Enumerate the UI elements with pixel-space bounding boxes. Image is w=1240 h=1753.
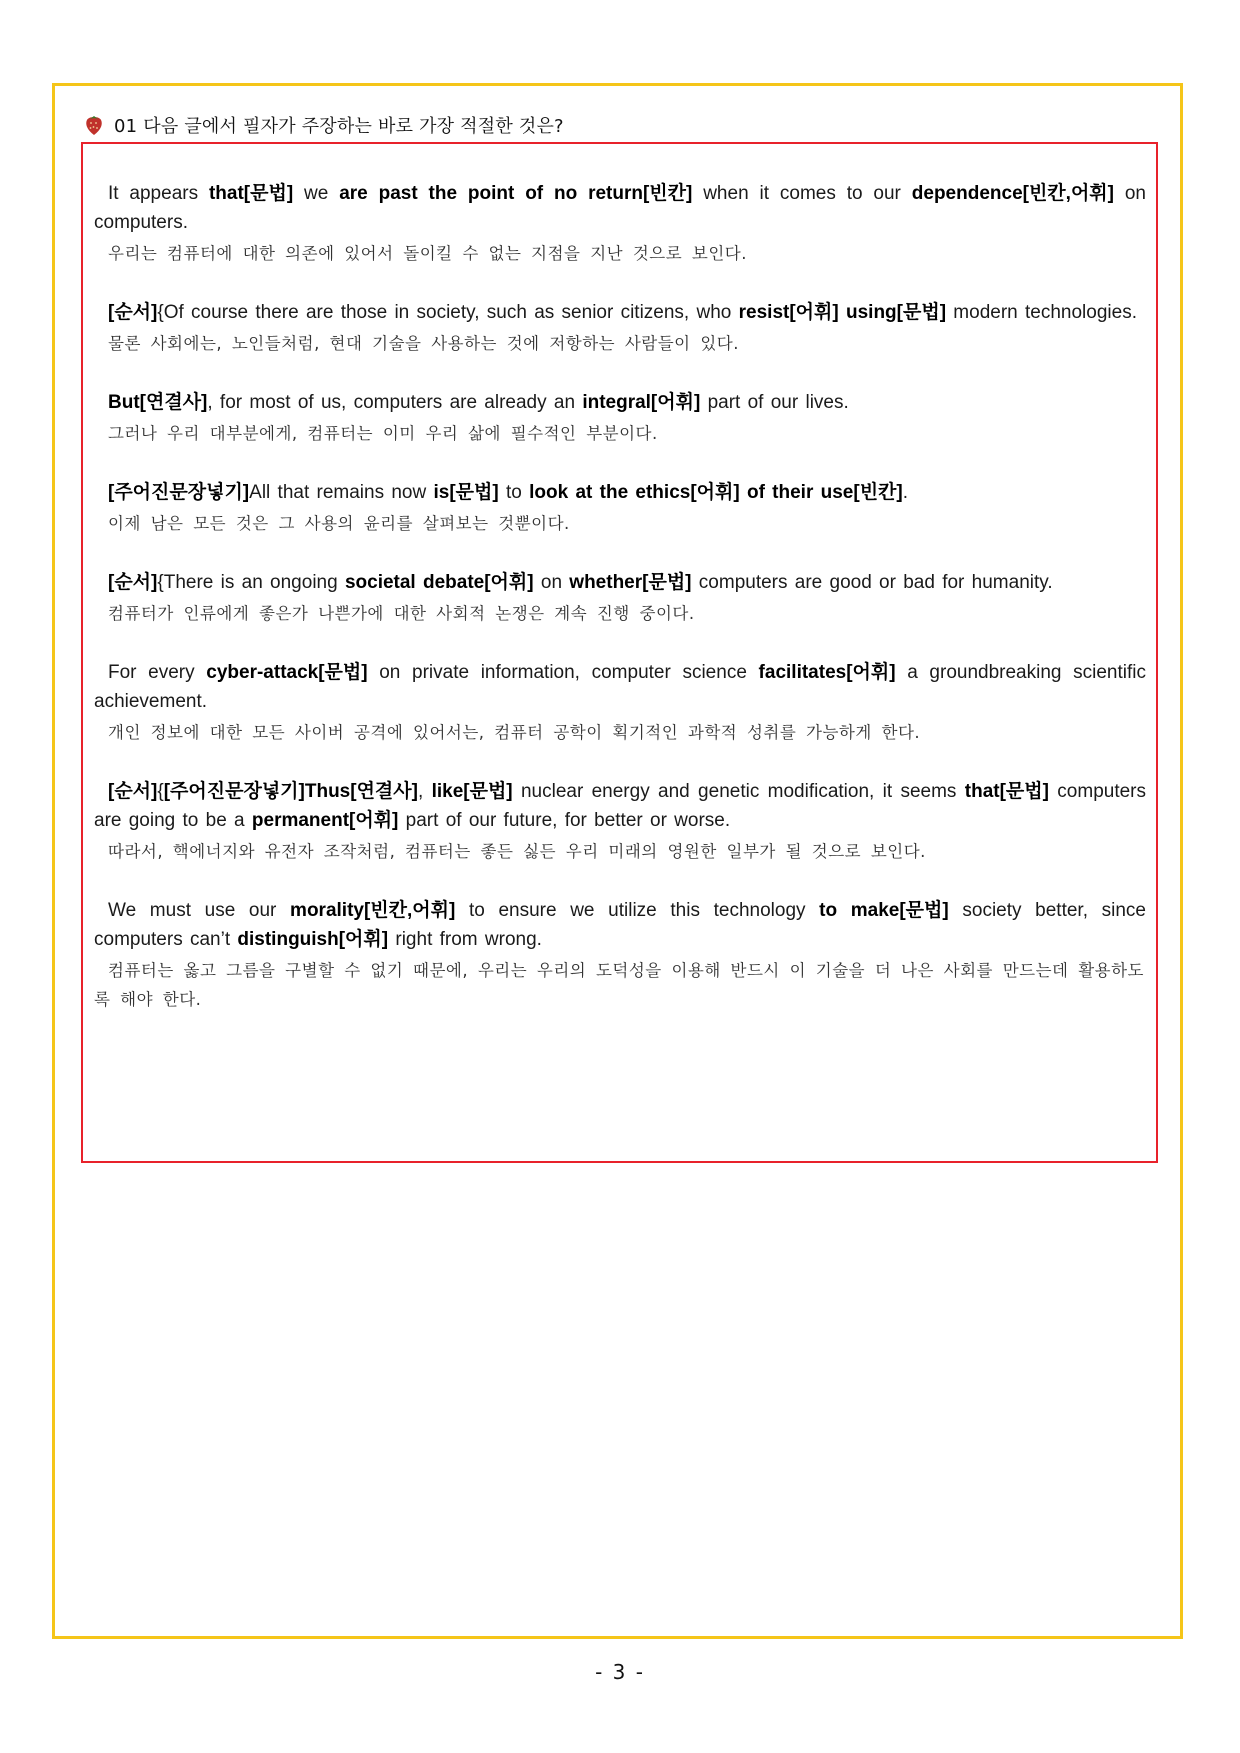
sentence-text: when it comes to our (692, 183, 912, 204)
annotated-phrase: are past the point of no return[빈칸] (339, 183, 693, 204)
korean-translation: 개인 정보에 대한 모든 사이버 공격에 있어서는, 컴퓨터 공학이 획기적인 과학적 성취를 가능하게 한다. (108, 723, 921, 742)
sentence-block (94, 388, 1146, 448)
question-prompt: 다음 글에서 필자가 주장하는 바로 가장 적절한 것은? (143, 116, 564, 137)
annotated-phrase: societal debate[어휘] (344, 572, 534, 593)
annotated-phrase: [주어진문장넣기]Thus[연결사] (163, 781, 418, 802)
sentence-text: we (293, 183, 340, 204)
annotated-phrase: integral[어휘] (582, 392, 701, 413)
english-sentence (94, 388, 1146, 417)
sentence-text: modern technologies. (946, 302, 1137, 323)
sentence-block (94, 568, 1146, 628)
sentence-text: { (157, 781, 164, 802)
annotated-phrase: resist[어휘] (738, 302, 839, 323)
annotated-phrase: using[문법] (846, 302, 947, 323)
sentence-text: a groundbreaking scientific achievement. (94, 662, 1146, 712)
passage-box (81, 142, 1158, 1163)
annotated-phrase: to make[문법] (819, 900, 949, 921)
annotated-phrase: cyber-attack[문법] (206, 662, 368, 683)
sentence-text: For every (108, 662, 207, 683)
sentence-text: , for most of us, computers are already an (207, 392, 583, 413)
sentence-text: right from wrong. (388, 929, 542, 950)
sentence-text: {There is an ongoing (157, 572, 345, 593)
sentence-block (94, 179, 1146, 268)
annotated-phrase: But[연결사] (108, 392, 208, 413)
sentence-text (839, 302, 846, 323)
annotated-phrase: [순서] (108, 781, 158, 802)
annotated-phrase: [순서] (108, 572, 158, 593)
page-number: - 3 - (595, 1660, 645, 1684)
sentence-block (94, 658, 1146, 747)
annotated-phrase: [주어진문장넣기] (108, 482, 250, 503)
sentence-text: We must use our (108, 900, 291, 921)
korean-translation: 물론 사회에는, 노인들처럼, 현대 기술을 사용하는 것에 저항하는 사람들이 있다. (108, 334, 739, 353)
annotated-phrase: [순서] (108, 302, 158, 323)
sentence-text: on (533, 572, 570, 593)
sentence-text: part of our future, for better or worse. (398, 810, 731, 831)
annotated-phrase: is[문법] (433, 482, 499, 503)
sentence-text: on private information, computer science (367, 662, 759, 683)
sentence-text: computers are going to be a (94, 781, 1146, 831)
sentence-text: It appears (108, 183, 209, 204)
sentence-text: . (902, 482, 909, 503)
sentence-text: All that remains now (249, 482, 434, 503)
sentence-block (94, 298, 1146, 358)
korean-translation: 따라서, 핵에너지와 유전자 조작처럼, 컴퓨터는 좋든 싫든 우리 미래의 영원한 일부가 될 것으로 보인다. (108, 842, 926, 861)
english-sentence (94, 478, 1146, 507)
sentence-text: {Of course there are those in society, such as senior citizens, who (157, 302, 739, 323)
korean-translation: 그러나 우리 대부분에게, 컴퓨터는 이미 우리 삶에 필수적인 부분이다. (108, 424, 658, 443)
question-header (84, 112, 564, 138)
korean-translation: 컴퓨터는 옳고 그름을 구별할 수 없기 때문에, 우리는 우리의 도덕성을 이용해 반드시 이 기술을 더 나은 사회를 만드는데 활용하도록 해야 한다. (94, 961, 1144, 1009)
english-sentence (94, 298, 1146, 327)
annotated-phrase: permanent[어휘] (251, 810, 399, 831)
english-sentence (94, 658, 1146, 716)
question-text (114, 112, 564, 138)
annotated-phrase: morality[빈칸,어휘] (290, 900, 456, 921)
sentence-text: , (417, 781, 432, 802)
sentence-text: to (498, 482, 530, 503)
english-sentence (94, 179, 1146, 237)
strawberry-icon (84, 114, 104, 136)
korean-translation: 컴퓨터가 인류에게 좋은가 나쁜가에 대한 사회적 논쟁은 계속 진행 중이다. (108, 604, 695, 623)
annotated-phrase: whether[문법] (569, 572, 692, 593)
annotated-phrase: that[문법] (964, 781, 1049, 802)
annotated-phrase: facilitates[어휘] (758, 662, 896, 683)
question-number: 01 (114, 116, 138, 137)
annotated-phrase: that[문법] (208, 183, 294, 204)
annotated-phrase: distinguish[어휘] (237, 929, 389, 950)
annotated-phrase: like[문법] (431, 781, 513, 802)
sentence-text: nuclear energy and genetic modification, it seems (512, 781, 965, 802)
sentence-text: part of our lives. (700, 392, 849, 413)
sentence-block (94, 478, 1146, 538)
sentence-block (94, 896, 1146, 1014)
english-sentence (94, 568, 1146, 597)
sentence-text: to ensure we utilize this technology (455, 900, 820, 921)
sentence-text: on computers. (94, 183, 1146, 233)
annotated-phrase: dependence[빈칸,어휘] (911, 183, 1114, 204)
english-sentence (94, 896, 1146, 954)
sentence-text: computers are good or bad for humanity. (691, 572, 1053, 593)
korean-translation: 이제 남은 모든 것은 그 사용의 윤리를 살펴보는 것뿐이다. (108, 514, 570, 533)
sentence-text: society better, since computers can’t (94, 900, 1146, 950)
annotated-phrase: look at the ethics[어휘] of their use[빈칸] (529, 482, 903, 503)
korean-translation: 우리는 컴퓨터에 대한 의존에 있어서 돌이킬 수 없는 지점을 지난 것으로 보인다. (108, 244, 747, 263)
sentence-block (94, 777, 1146, 866)
english-sentence (94, 777, 1146, 835)
